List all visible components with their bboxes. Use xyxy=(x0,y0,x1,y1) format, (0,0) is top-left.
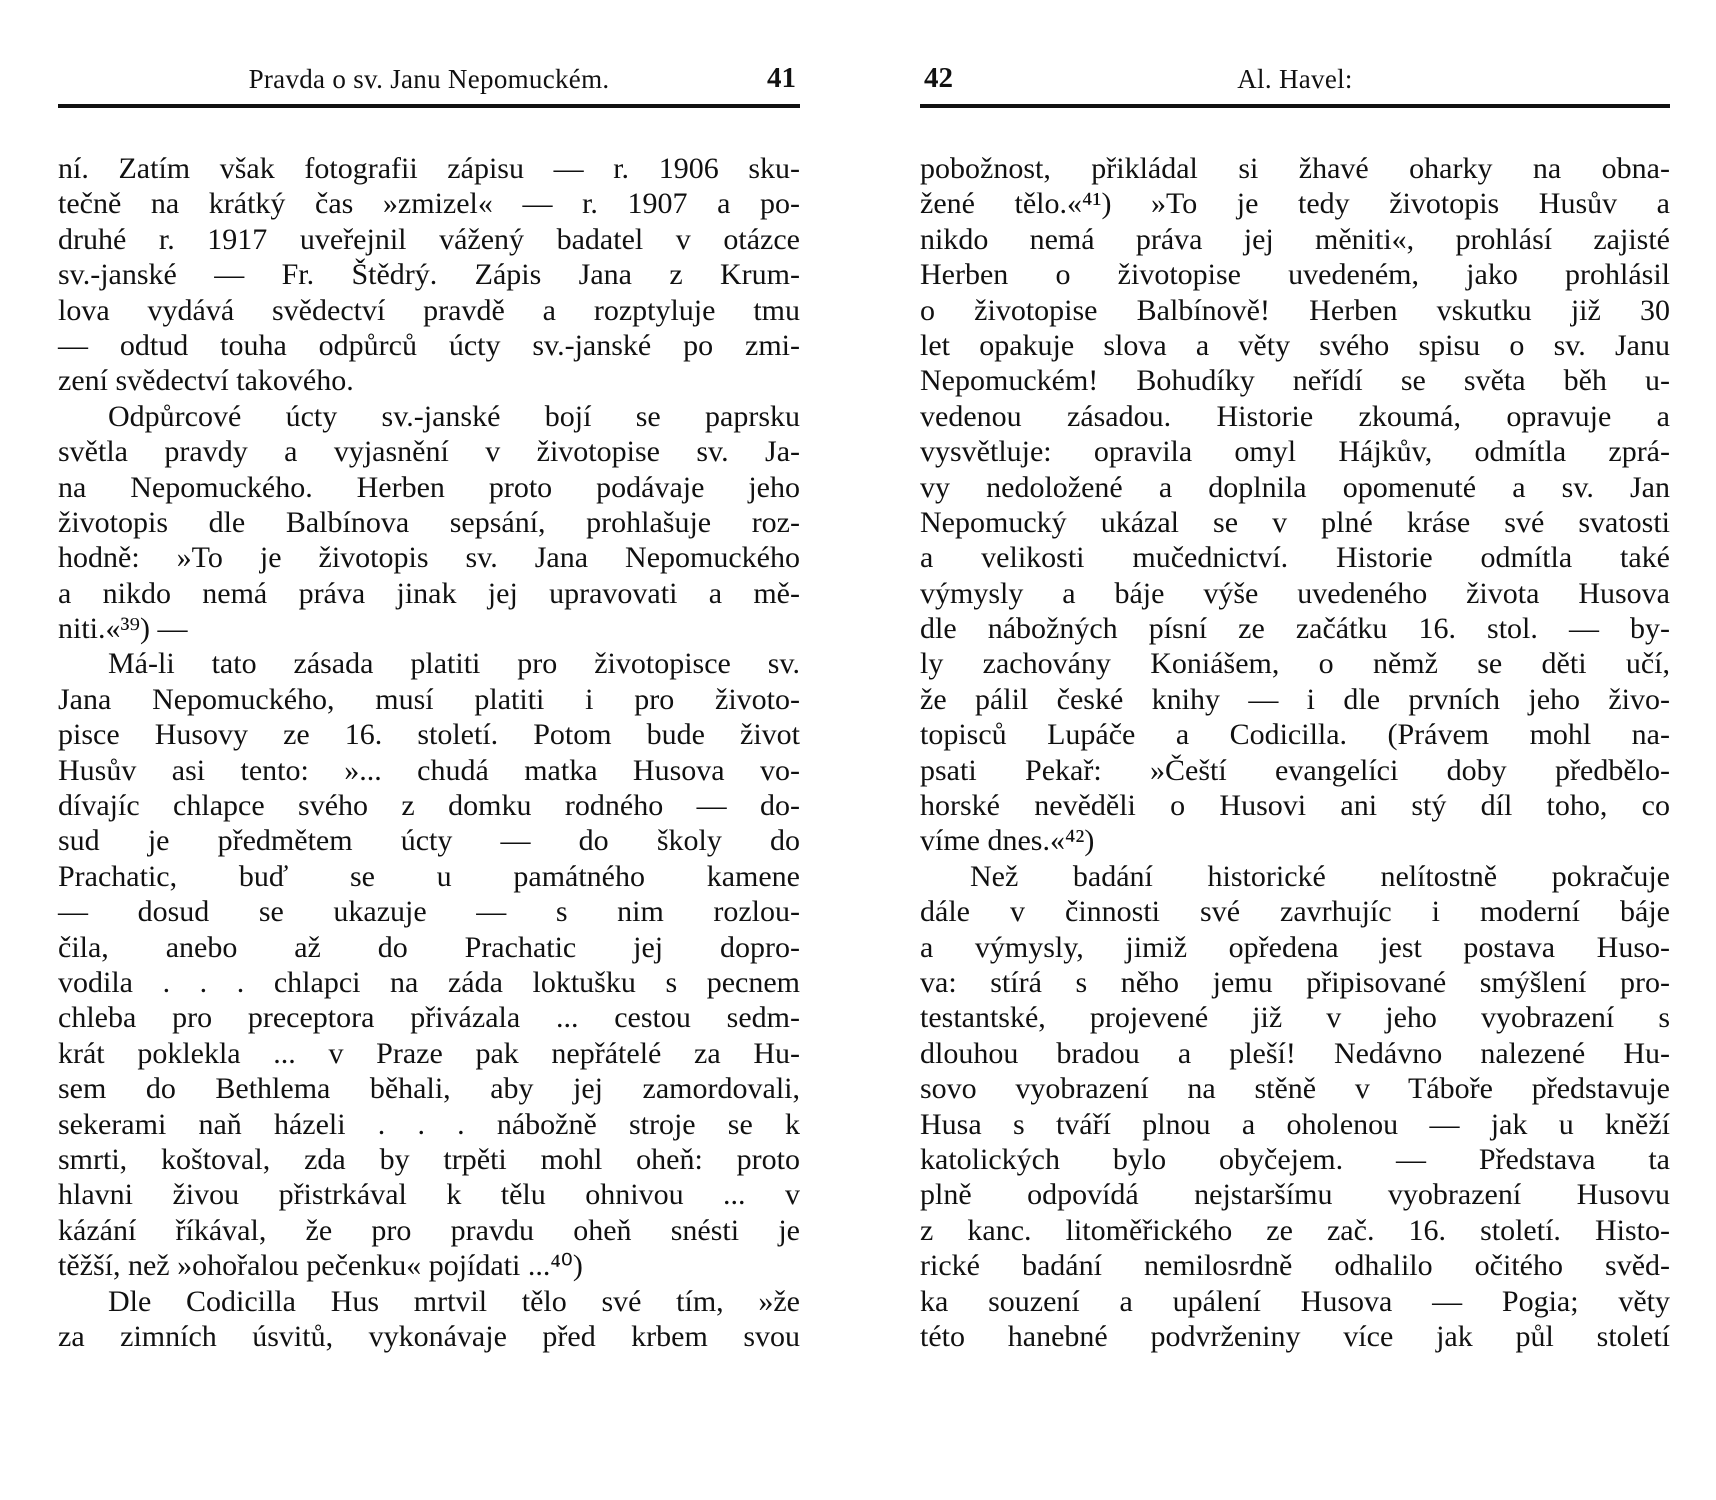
text-line: Odpůrcové úcty sv.-janské bojí se paprsku xyxy=(108,399,800,433)
text-line: niti.«³⁹) — xyxy=(58,612,188,646)
text-line: Má-li tato zásada platiti pro životopisce sv. xyxy=(108,647,800,681)
text-line: lova vydává svědectví pravdě a rozptyluje tmu xyxy=(58,293,800,327)
text-line: plně odpovídá nejstaršímu vyobrazení Husovu xyxy=(920,1178,1670,1212)
text-line: let opakuje slova a věty svého spisu o sv. Janu xyxy=(920,328,1670,362)
text-line: Prachatic, buď se u památného kamene xyxy=(58,859,800,893)
text-line: ly zachovány Koniášem, o němž se děti učí, xyxy=(920,647,1670,681)
text-line: Dle Codicilla Hus mrtvil tělo své tím, »že xyxy=(108,1284,800,1318)
text-line: a velikosti mučednictví. Historie odmítla také xyxy=(920,541,1670,575)
text-line: a nikdo nemá práva jinak jej upravovati a mě- xyxy=(58,576,800,610)
text-line: vy nedoložené a doplnila opomenuté a sv. Jan xyxy=(920,470,1670,504)
text-line: čila, anebo až do Prachatic jej dopro- xyxy=(58,930,800,964)
text-line: Herben o životopise uvedeném, jako prohlásil xyxy=(920,258,1670,292)
text-line: topisců Lupáče a Codicilla. (Právem mohl na- xyxy=(920,718,1670,752)
text-line: zení svědectví takového. xyxy=(58,364,354,398)
text-line: sud je předmětem úcty — do školy do xyxy=(58,824,800,858)
page-text xyxy=(58,151,800,1354)
running-title: Al. Havel: xyxy=(1237,64,1353,94)
text-line: těžší, než »ohořalou pečenku« pojídati ...⁴⁰) xyxy=(58,1249,583,1283)
text-line: a výmysly, jimiž opředena jest postava Huso- xyxy=(920,930,1670,964)
text-line: z kanc. litoměřického ze zač. 16. století. Histo- xyxy=(920,1213,1670,1247)
text-line: světla pravdy a vyjasnění v životopise sv. Ja- xyxy=(58,435,800,469)
text-line: krát poklekla ... v Praze pak nepřátelé za Hu- xyxy=(58,1036,800,1070)
text-line: dlouhou bradou a pleší! Nedávno nalezené Hu- xyxy=(920,1036,1670,1070)
text-line: životopis dle Balbínova sepsání, prohlašuje roz- xyxy=(58,505,800,539)
text-line: psati Pekař: »Čeští evangelíci doby předbělo- xyxy=(920,753,1670,787)
text-line: pisce Husovy ze 16. století. Potom bude život xyxy=(58,718,800,752)
text-line: pobožnost, přikládal si žhavé oharky na obna- xyxy=(920,152,1670,185)
text-line: dále v činnosti své zavrhujíc i moderní báje xyxy=(920,895,1670,929)
text-line: Jana Nepomuckého, musí platiti i pro životo- xyxy=(58,682,800,716)
text-line: za zimních úsvitů, vykonávaje před krbem svou xyxy=(58,1319,800,1353)
text-line: sovo vyobrazení na stěně v Táboře představuje xyxy=(920,1072,1670,1106)
text-line: hlavni živou přistrkával k tělu ohnivou ... v xyxy=(58,1178,800,1212)
text-line: — odtud touha odpůrců úcty sv.-janské po zmi- xyxy=(58,328,800,362)
text-line: žené tělo.«⁴¹) »To je tedy životopis Husův a xyxy=(920,187,1670,221)
text-line: tečně na krátký čas »zmizel« — r. 1907 a po- xyxy=(58,187,800,221)
text-line: této hanebné podvrženiny více jak půl století xyxy=(920,1319,1670,1353)
text-line: rické badání nemilosrdně odhalilo očitého svěd- xyxy=(920,1249,1670,1283)
text-line: druhé r. 1917 uveřejnil vážený badatel v otázce xyxy=(58,222,800,256)
page-number: 42 xyxy=(924,62,953,94)
text-line: dle nábožných písní ze začátku 16. stol. — by- xyxy=(920,612,1670,646)
text-line: nikdo nemá práva jej měniti«, prohlásí zajisté xyxy=(920,222,1670,256)
text-line: vodila . . . chlapci na záda loktušku s pecnem xyxy=(58,965,800,999)
header-rule xyxy=(920,104,1670,108)
text-line: va: stírá s něho jemu připisované smýšlení pro- xyxy=(920,965,1670,999)
text-line: o životopise Balbínově! Herben vskutku již 30 xyxy=(920,293,1670,327)
text-line: katolických bylo obyčejem. — Představa ta xyxy=(920,1142,1670,1176)
text-line: Husa s tváří plnou a oholenou — jak u kněží xyxy=(920,1107,1670,1141)
text-line: Husův asi tento: »... chudá matka Husova vo- xyxy=(58,753,800,787)
text-line: Nepomucký ukázal se v plné kráse své svatosti xyxy=(920,505,1670,539)
text-line: na Nepomuckého. Herben proto podávaje jeho xyxy=(58,470,800,504)
text-line: testantské, projevené již v jeho vyobrazení s xyxy=(920,1001,1670,1035)
text-line: dívajíc chlapce svého z domku rodného — do- xyxy=(58,789,800,823)
text-line: — dosud se ukazuje — s nim rozlou- xyxy=(58,895,800,929)
text-line: smrti, koštoval, zda by trpěti mohl oheň: proto xyxy=(58,1142,800,1176)
text-line: chleba pro preceptora přivázala ... cestou sedm- xyxy=(58,1001,800,1035)
text-line: výmysly a báje výše uvedeného života Husova xyxy=(920,576,1670,610)
running-header xyxy=(920,62,1670,98)
text-line: sekerami naň házeli . . . nábožně stroje se k xyxy=(58,1107,800,1141)
text-line: horské nevěděli o Husovi ani stý díl toho, co xyxy=(920,789,1670,823)
text-line: ka souzení a upálení Husova — Pogia; věty xyxy=(920,1284,1670,1318)
header-rule xyxy=(58,104,800,108)
text-line: Než badání historické nelítostně pokračuje xyxy=(970,859,1670,893)
page-number: 41 xyxy=(767,62,796,94)
text-line: vysvětluje: opravila omyl Hájkův, odmítla zprá- xyxy=(920,435,1670,469)
text-line: hodně: »To je životopis sv. Jana Nepomuckého xyxy=(58,541,800,575)
text-line: sem do Bethlema běhali, aby jej zamordovali, xyxy=(58,1072,800,1106)
text-line: že pálil české knihy — i dle prvních jeho živo- xyxy=(920,682,1670,716)
text-line: Nepomuckém! Bohudíky neřídí se světa běh u- xyxy=(920,364,1670,398)
text-line: kázání říkával, že pro pravdu oheň snésti je xyxy=(58,1213,800,1247)
text-line: ní. Zatím však fotografii zápisu — r. 1906 sku- xyxy=(58,152,800,185)
running-header xyxy=(58,62,800,98)
text-line: víme dnes.«⁴²) xyxy=(920,824,1095,858)
running-title: Pravda o sv. Janu Nepomuckém. xyxy=(248,64,610,94)
page-text xyxy=(920,151,1670,1354)
text-line: sv.-janské — Fr. Štědrý. Zápis Jana z Krum- xyxy=(58,258,800,292)
text-line: vedenou zásadou. Historie zkoumá, opravuje a xyxy=(920,399,1670,433)
